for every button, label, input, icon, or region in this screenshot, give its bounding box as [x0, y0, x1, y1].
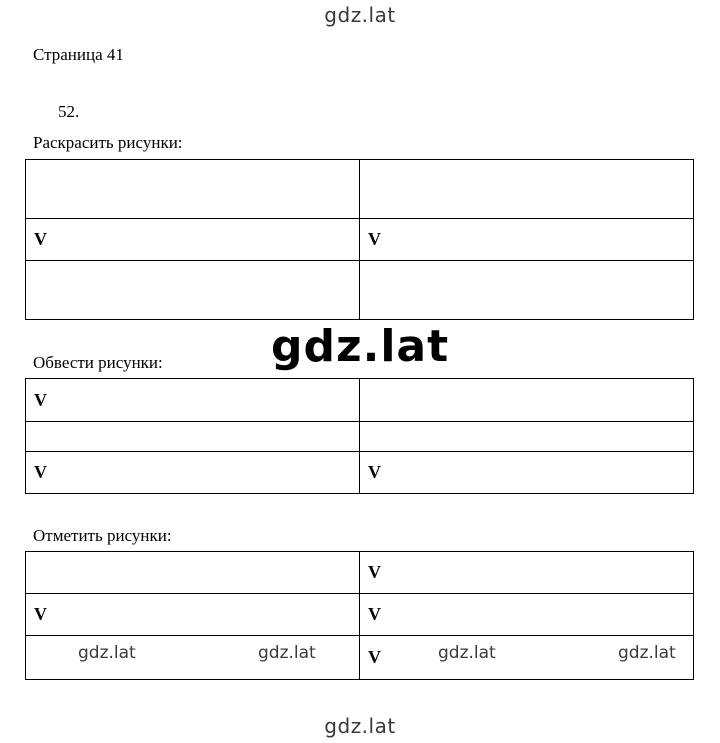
- table-row: [26, 261, 694, 320]
- table-color: [25, 159, 694, 320]
- table-row: [26, 219, 694, 261]
- table-cell: [360, 379, 694, 422]
- table-cell: V: [360, 452, 694, 494]
- watermark-small: gdz.lat: [258, 643, 316, 663]
- section-title-outline: Обвести рисунки:: [33, 353, 163, 372]
- table-cell: V: [26, 594, 360, 636]
- section-title-mark: Отметить рисунки:: [33, 526, 172, 545]
- page-label: Страница 41: [33, 45, 124, 64]
- table-cell: [360, 422, 694, 452]
- table-cell: V: [360, 552, 694, 594]
- table-cell: V: [26, 379, 360, 422]
- table-row: [26, 552, 694, 594]
- table-cell: V: [360, 594, 694, 636]
- task-number: 52.: [58, 102, 80, 121]
- watermark-small: gdz.lat: [78, 643, 136, 663]
- watermark-center: gdz.lat: [265, 322, 455, 372]
- table-cell: [360, 261, 694, 320]
- table-row: [26, 594, 694, 636]
- table-row: [26, 422, 694, 452]
- table-cell: [26, 261, 360, 320]
- watermark-small: gdz.lat: [618, 643, 676, 663]
- table-row: [26, 452, 694, 494]
- table-outline: [25, 378, 694, 494]
- table-row: [26, 160, 694, 219]
- table-cell: [26, 552, 360, 594]
- watermark-small: gdz.lat: [438, 643, 496, 663]
- watermark-top: gdz.lat: [0, 5, 720, 25]
- table-cell: [26, 160, 360, 219]
- table-cell: V: [26, 452, 360, 494]
- section-title-color: Раскрасить рисунки:: [33, 133, 183, 152]
- table-row: [26, 379, 694, 422]
- table-cell: V: [360, 219, 694, 261]
- table-cell: [360, 160, 694, 219]
- table-cell: V: [360, 636, 694, 680]
- table-cell: [26, 422, 360, 452]
- table-cell: V: [26, 219, 360, 261]
- watermark-bottom: gdz.lat: [0, 716, 720, 736]
